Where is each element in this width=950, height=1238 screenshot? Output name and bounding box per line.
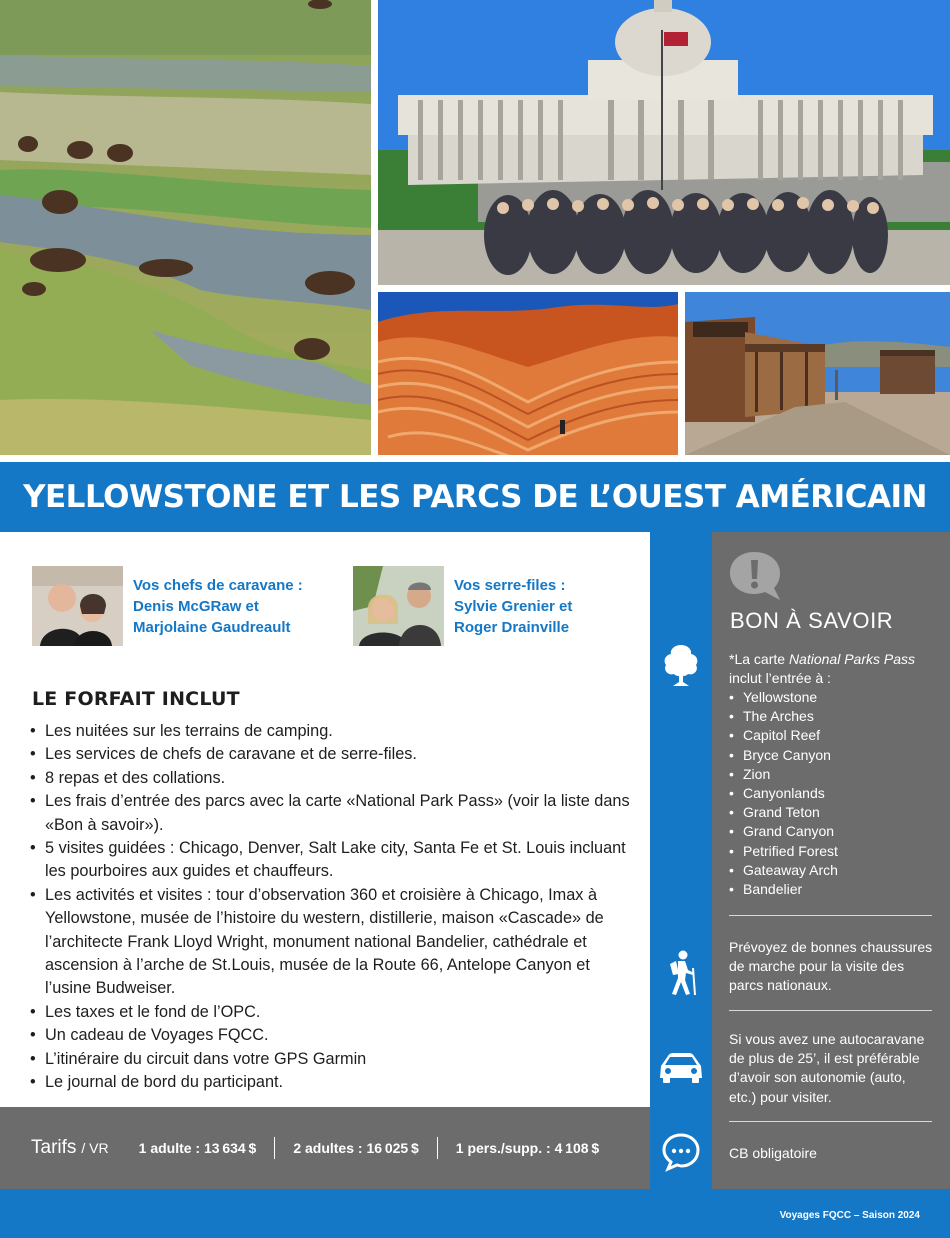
hiker-icon [650, 950, 712, 996]
tree-icon [650, 642, 712, 688]
icon-column [650, 532, 712, 1189]
list-item: • Yellowstone [729, 688, 838, 707]
list-item: • Canyonlands [729, 784, 838, 803]
caravan-leaders [32, 566, 303, 646]
title-bar [0, 462, 950, 532]
price-separator [437, 1137, 438, 1159]
list-item: • Grand Canyon [729, 822, 838, 841]
caravan-leaders-label: Vos chefs de caravane : [133, 577, 303, 594]
western-town-photo [685, 292, 950, 455]
list-item: • Petrified Forest [729, 842, 838, 861]
rear-guides [353, 566, 572, 646]
capitol-group-photo [378, 0, 950, 285]
list-item: • Zion [729, 765, 838, 784]
list-item: • Les services de chefs de caravane et de serre-files. [30, 743, 630, 766]
list-item: • 5 visites guidées : Chicago, Denver, Salt Lake city, Santa Fe et St. Louis incluant les pourboires aux guides et chauffeurs. [30, 837, 630, 884]
forfait-heading: LE FORFAIT INCLUT [32, 688, 240, 710]
list-item: • Le journal de bord du participant. [30, 1071, 630, 1094]
list-item: • Bryce Canyon [729, 746, 838, 765]
price-2-adults: 2 adultes : 16 025 $ [293, 1140, 419, 1156]
rear-guides-photo [353, 566, 444, 646]
chat-bubble-icon [650, 1132, 712, 1172]
tarifs-sub: / VR [81, 1140, 109, 1156]
caravan-leaders-text [133, 575, 303, 638]
rear-guides-names-2: Roger Drainville [454, 619, 570, 636]
divider [729, 1121, 932, 1122]
bison-photo [0, 0, 371, 455]
bon-a-savoir-panel [712, 532, 950, 1189]
price-extra-person: 1 pers./supp. : 4 108 $ [455, 1140, 600, 1156]
list-item: • Les nuitées sur les terrains de camping. [30, 720, 630, 743]
footer [0, 1189, 950, 1238]
list-item: • The Arches [729, 707, 838, 726]
sandstone-wave-photo [378, 292, 678, 455]
forfait-list [30, 720, 630, 1095]
alert-bubble-icon [728, 550, 786, 607]
footer-text: Voyages FQCC – Saison 2024 [779, 1210, 920, 1221]
list-item: • Capitol Reef [729, 726, 838, 745]
divider [729, 915, 932, 916]
tarifs-bar [0, 1107, 650, 1189]
rear-guides-names-1: Sylvie Grenier et [454, 598, 573, 615]
list-item: • 8 repas et des collations. [30, 767, 630, 790]
parks-pass-intro-prefix: *La carte [729, 651, 789, 667]
price-separator [274, 1137, 275, 1159]
bon-a-savoir-heading: BON À SAVOIR [730, 608, 894, 633]
cb-note: CB obligatoire [729, 1145, 817, 1161]
list-item: • Grand Teton [729, 803, 838, 822]
hiking-note: Prévoyez de bonnes chaussures de marche pour la visite des parcs nationaux. [729, 939, 933, 994]
list-item: • Les frais d’entrée des parcs avec la carte «National Park Pass» (voir la liste dans «Bon à savoir»). [30, 790, 630, 837]
page-title: YELLOWSTONE ET LES PARCS DE L’OUEST AMÉRICAIN [23, 479, 927, 515]
list-item: • Les taxes et le fond de l’OPC. [30, 1001, 630, 1024]
rear-guides-text [454, 575, 572, 638]
caravan-leaders-photo [32, 566, 123, 646]
parks-pass-intro [729, 650, 915, 688]
divider [729, 1010, 932, 1011]
parks-pass-name: National Parks Pass [788, 651, 915, 667]
list-item: • Les activités et visites : tour d’observation 360 et croisière à Chicago, Imax à Yellowstone, musée de l’histoire du western, distillerie, maison «Cascade» de l’architecte Frank Lloyd Wright, monument national Bandelier, cathédrale et ascension à l’arche de St.Louis, musée de la Route 66, Antelope Canyon et l’usine Budweiser. [30, 884, 630, 1001]
vehicle-note: Si vous avez une autocaravane de plus de 25’, il est préférable d’avoir son autonomie (auto, etc.) pour visiter. [729, 1031, 925, 1105]
list-item: • L’itinéraire du circuit dans votre GPS Garmin [30, 1048, 630, 1071]
parks-list [729, 688, 838, 899]
caravan-leaders-names-2: Marjolaine Gaudreault [133, 619, 291, 636]
parks-pass-intro-suffix: inclut l’entrée à : [729, 670, 831, 687]
list-item: • Un cadeau de Voyages FQCC. [30, 1024, 630, 1047]
caravan-leaders-names-1: Denis McGRaw et [133, 598, 259, 615]
car-icon [650, 1052, 712, 1084]
list-item: • Bandelier [729, 880, 838, 899]
list-item: • Gateaway Arch [729, 861, 838, 880]
price-1-adult: 1 adulte : 13 634 $ [138, 1140, 257, 1156]
rear-guides-label: Vos serre-files : [454, 577, 566, 594]
tarifs-label: Tarifs [31, 1137, 77, 1158]
